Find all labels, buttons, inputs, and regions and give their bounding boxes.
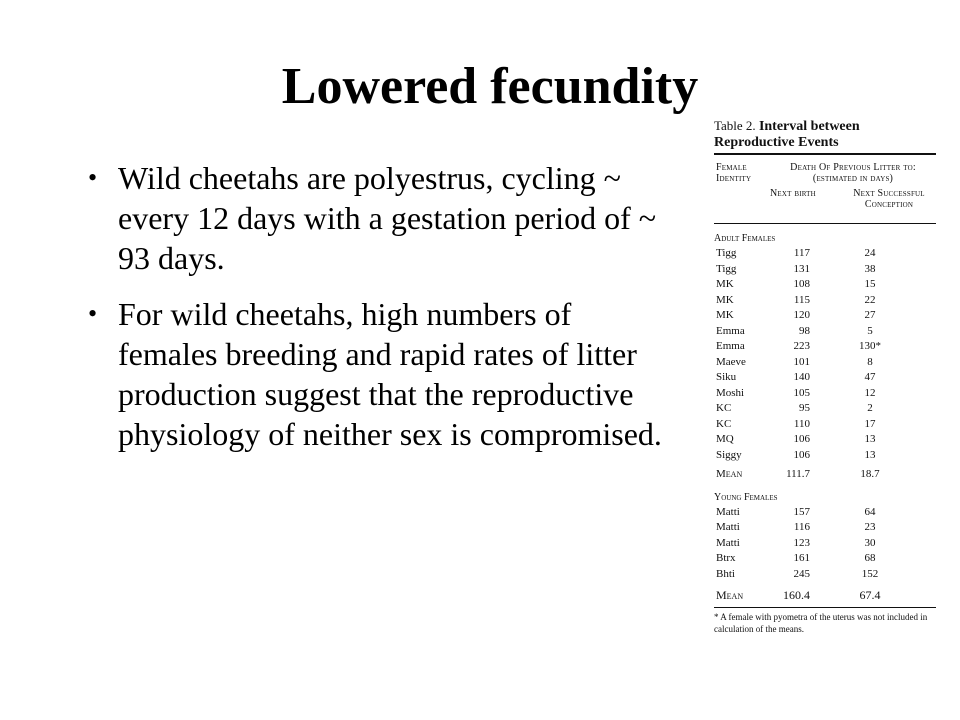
cell-next-birth: 223 (793, 340, 810, 352)
cell-female: Siggy (716, 448, 742, 461)
cell-next-birth: 98 (799, 324, 810, 337)
table-row (714, 448, 936, 464)
cell-next-birth: 157 (793, 505, 810, 518)
bullet-text: For wild cheetahs, high numbers of females breeding and rapid rates of litter production suggest that the reproductive physiology of neither sex is compromised. (118, 296, 662, 452)
cell-next-conception: 64 (864, 505, 876, 518)
group-adult-label: Adult Females (714, 233, 776, 244)
group-young-label: Young Females (714, 491, 778, 503)
header-next-conception: Next Successful Conception (853, 188, 925, 210)
bullet-text: Wild cheetahs are polyestrus, cycling ~ every 12 days with a gestation period of ~ 93 days. (118, 160, 657, 276)
table-row (714, 246, 936, 262)
table-row (714, 324, 936, 340)
mean-next-birth: 160.4 (783, 588, 810, 602)
table-row (714, 401, 936, 417)
cell-next-conception: 2 (867, 402, 873, 414)
cell-female: KC (716, 417, 732, 430)
table-title: Interval between Reproductive Events (714, 119, 860, 150)
cell-female: MK (716, 309, 734, 321)
bullet-dot-icon: • (88, 163, 98, 192)
cell-next-birth: 105 (793, 386, 810, 399)
table-row (714, 293, 936, 309)
cell-next-conception: 17 (864, 417, 876, 430)
cell-next-birth: 245 (793, 567, 810, 580)
mean-next-conception: 18.7 (860, 468, 880, 480)
adult-rows (714, 246, 936, 463)
table-row (714, 567, 936, 583)
cell-next-conception: 68 (864, 552, 876, 564)
table-rule-top (714, 153, 936, 155)
cell-female: Btrx (716, 552, 736, 564)
table-row (714, 536, 936, 552)
table-row (714, 386, 936, 402)
header-female-identity: Female Identity (716, 162, 752, 184)
table-row (714, 277, 936, 293)
cell-female: Tigg (716, 262, 737, 275)
cell-next-birth: 110 (793, 417, 810, 430)
table-row (714, 339, 936, 355)
mean-label: Mean (716, 468, 743, 480)
cell-next-birth: 101 (793, 355, 810, 368)
table-row (714, 551, 936, 567)
table-rule-header (714, 223, 936, 224)
table-header (714, 158, 936, 220)
cell-next-conception: 152 (861, 567, 879, 580)
table-row (714, 308, 936, 324)
table-footnote: * A female with pyometra of the uterus was not included in calculation of the means. (714, 611, 928, 634)
cell-next-conception: 27 (864, 309, 876, 321)
young-mean-row (714, 588, 936, 604)
cell-next-birth: 131 (793, 262, 810, 275)
cell-next-conception: 47 (864, 371, 876, 383)
cell-female: Matti (716, 521, 740, 533)
bullet-item (88, 294, 678, 454)
header-next-birth: Next birth (770, 188, 816, 199)
cell-next-conception: 15 (864, 278, 876, 290)
cell-next-birth: 108 (793, 278, 810, 290)
cell-next-birth: 140 (793, 371, 810, 383)
cell-next-conception: 13 (864, 448, 876, 461)
cell-female: Maeve (716, 355, 746, 368)
cell-female: KC (716, 402, 732, 414)
cell-next-conception: 24 (864, 247, 876, 259)
table-row (714, 370, 936, 386)
mean-next-conception: 67.4 (859, 588, 881, 602)
reproductive-events-table (714, 118, 936, 686)
cell-next-birth: 161 (793, 552, 810, 564)
cell-next-birth: 95 (799, 402, 810, 414)
cell-next-conception: 130* (859, 340, 881, 352)
cell-next-conception: 23 (864, 521, 876, 533)
cell-next-birth: 120 (793, 309, 810, 321)
cell-female: MK (716, 278, 734, 290)
slide-title: Lowered fecundity (281, 58, 699, 115)
cell-next-birth: 106 (793, 448, 810, 461)
cell-next-conception: 38 (864, 262, 876, 275)
table-row (714, 262, 936, 278)
bullet-item (88, 158, 678, 278)
table-caption (714, 118, 936, 150)
cell-female: MQ (716, 433, 734, 445)
bullet-list (88, 158, 678, 470)
young-rows (714, 505, 936, 583)
cell-female: Matti (716, 505, 740, 518)
cell-female: Emma (716, 324, 745, 337)
mean-next-birth: 111.7 (786, 468, 810, 480)
table-row (714, 432, 936, 448)
cell-female: Tigg (716, 247, 737, 259)
table-row (714, 505, 936, 521)
table-row (714, 355, 936, 371)
cell-next-conception: 12 (864, 386, 876, 399)
mean-label: Mean (716, 588, 744, 602)
cell-next-birth: 115 (793, 293, 810, 306)
table-row (714, 417, 936, 433)
cell-female: Moshi (716, 386, 745, 399)
cell-next-birth: 106 (793, 433, 810, 445)
bullet-dot-icon: • (88, 299, 98, 328)
header-death-previous-litter: Death Of Previous Litter to: (estimated in days) (790, 162, 916, 184)
cell-female: Matti (716, 536, 740, 549)
cell-next-conception: 30 (864, 536, 876, 549)
cell-next-birth: 123 (793, 536, 810, 549)
cell-female: MK (716, 293, 734, 306)
adult-mean-row (714, 467, 936, 483)
table-label: Table 2. (714, 118, 756, 133)
cell-next-birth: 117 (793, 247, 810, 259)
cell-female: Emma (716, 340, 745, 352)
cell-next-birth: 116 (793, 521, 810, 533)
cell-next-conception: 5 (867, 324, 873, 337)
cell-next-conception: 13 (864, 433, 876, 445)
cell-next-conception: 22 (864, 293, 876, 306)
table-rule-bottom (714, 607, 936, 608)
cell-female: Siku (716, 371, 737, 383)
table-row (714, 520, 936, 536)
cell-female: Bhti (716, 567, 735, 580)
cell-next-conception: 8 (867, 355, 873, 368)
